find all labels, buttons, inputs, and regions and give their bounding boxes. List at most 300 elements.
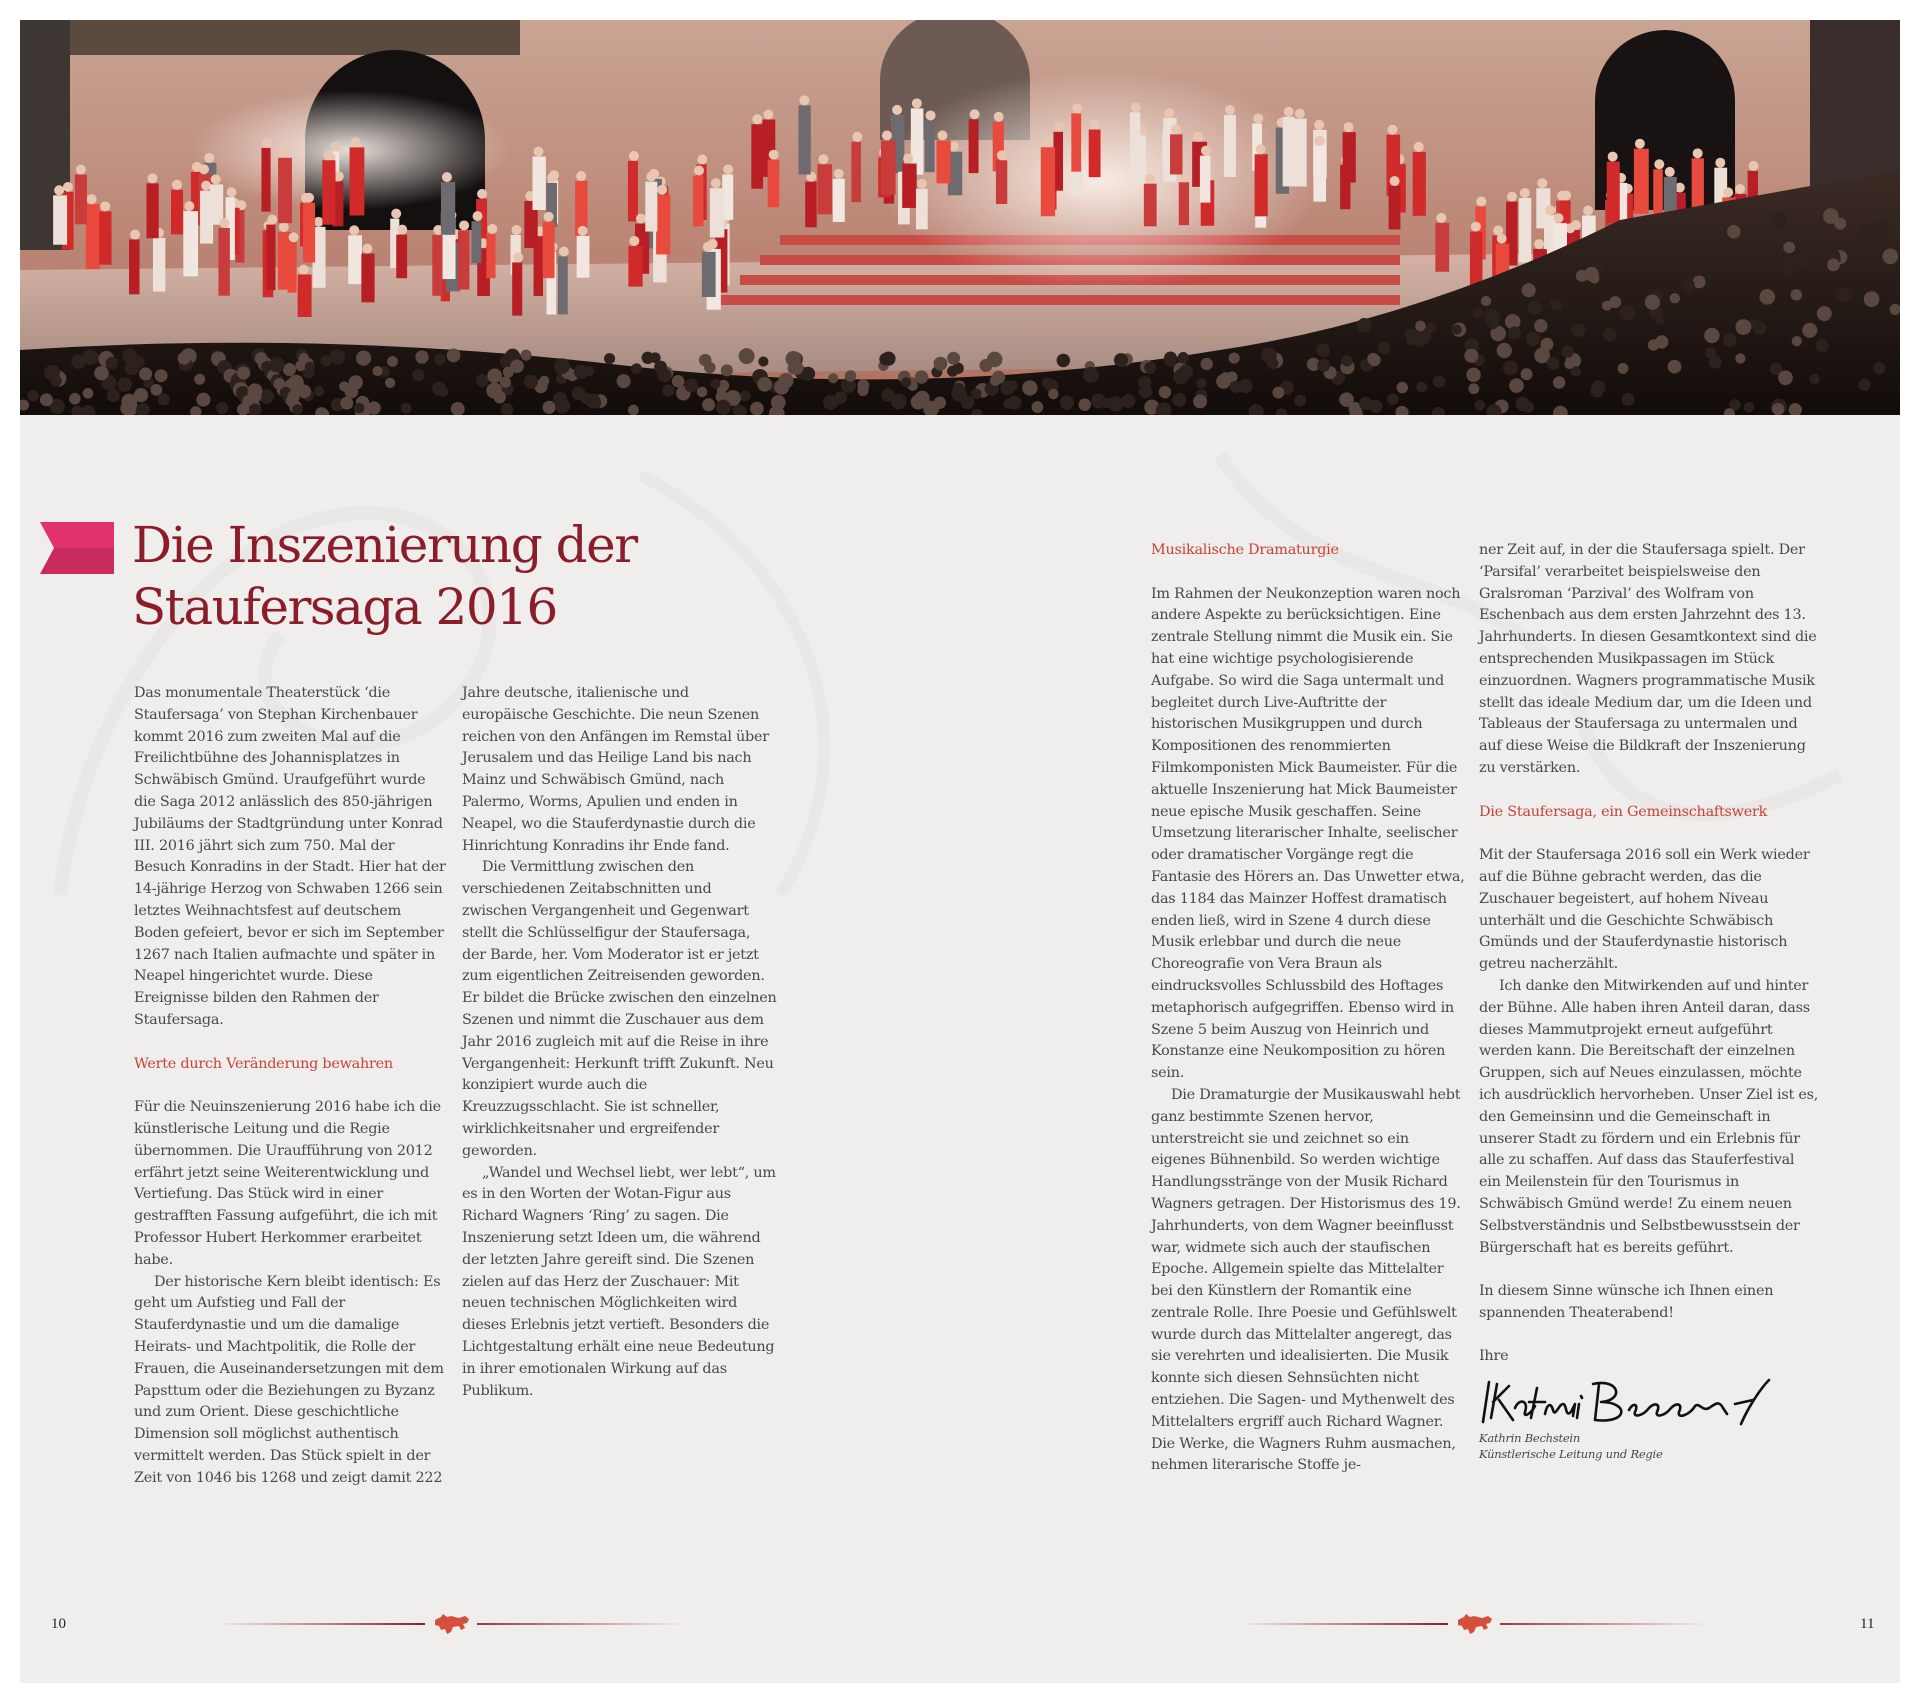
audience-head [1523,401,1535,413]
audience-head [247,389,261,403]
performer-head [487,224,497,234]
performer-head [799,95,809,105]
performer-head [1090,120,1100,130]
audience-head [349,375,363,389]
audience-head [476,374,489,387]
paragraph: ner Zeit auf, in der die Staufersaga spielt. Der ‘Parsifal’ verarbeitet beispielsweise den Gralsroman ‘Parzival’ des Wolfram von Eschenbach aus dem ersten Jahrzehnt des 13. Jahrhunderts. In diesen Gesamtkontext sind die entsprechenden Musikpassagen im Stück einzuordnen. Wagners programmatische Musik stellt das ideale Medium dar, um die Ideen und Tableaus der Staufersaga zu untermalen und auf diese Weise die Bildkraft der Inszenierung zu verstärken. [1479,542,1817,776]
performer-figure [628,246,642,287]
performer-head [1537,178,1547,188]
performer-head [1256,144,1266,154]
performer-head [703,242,713,252]
paragraph: „Wandel und Wechsel liebt, wer lebt“, um es in den Worten der Wotan-Figur aus Richard Wagners ‘Ring’ zu sagen. Die Inszenierung setzt Ideen um, die während der letzten Jahre gereift sind. Die Szenen zielen auf das Herz der Zuschauer: Mit neuen technischen Möglichkeiten wird dieses Erlebnis jetzt vertieft. Besonders die Lichtgestaltung erhält eine neue Bedeutung in ihrer emotionalen Wirkung auf das Publikum. [462,1164,776,1399]
audience-head [617,374,631,388]
audience-head [1433,376,1445,388]
audience-head [1481,296,1491,306]
signer-role: Künstlerische Leitung und Regie [1479,1447,1663,1462]
audience-head [1551,300,1562,311]
performer-figure [86,204,100,269]
performer-figure [153,238,165,292]
performer-head [442,172,452,182]
performer-head [351,137,361,147]
audience-head [543,401,556,414]
performer-head [1171,124,1181,134]
audience-head [155,369,168,382]
paragraph: Für die Neuinszenierung 2016 habe ich die künstlerische Leitung und die Regie übernommen. Die Uraufführung von 2012 erfährt jetzt seine Weiterentwicklung und Vertiefung. Das Stück wird in einer gestrafften Fassung aufgeführt, die ich mit Professor Hubert Herkommer erarbeitet habe. [134,1099,441,1268]
performer-figure [1283,117,1295,187]
audience-head [1464,349,1478,363]
performer-figure [833,179,845,222]
performer-figure [441,182,455,235]
audience-head [1294,395,1306,407]
performer-figure [1519,198,1531,263]
audience-head [774,380,789,395]
audience-head [122,348,137,363]
audience-head [1359,397,1372,410]
audience-head [1704,328,1719,343]
audience-head [845,370,856,381]
performer-head [752,114,762,124]
performer-figure [768,160,780,208]
audience-head [1547,357,1560,370]
performer-figure [558,257,568,315]
performer-head [1201,146,1211,156]
audience-head [657,368,671,382]
performer-head [279,148,289,158]
performer-figure [925,120,935,172]
audience-head [216,402,228,414]
performer-head [1545,205,1555,215]
audience-head [739,348,755,364]
performer-figure [936,140,950,183]
audience-head [106,357,119,370]
performer-figure [702,252,716,297]
audience-head [1572,323,1586,337]
performer-head [1295,109,1305,119]
text-column-1 [134,683,449,1489]
audience-head [356,350,371,365]
audience-head [704,362,715,373]
performer-figure [75,175,87,225]
performer-head [219,218,229,228]
audience-head [1172,393,1186,407]
subheading-werte: Werte durch Veränderung bewahren [134,1055,393,1072]
performer-figure [129,240,139,295]
performer-figure [53,195,67,244]
title-flag-icon [40,522,114,574]
audience-head [697,387,708,398]
performer-figure [881,141,896,195]
audience-head [1837,287,1852,302]
audience-head [1553,376,1565,388]
audience-head [631,363,642,374]
heraldic-lion-icon [1458,1614,1492,1634]
audience-head [1834,218,1846,230]
performer-head [148,173,158,183]
closing-wish: In diesem Sinne wünsche ich Ihnen einen spannenden Theaterabend! [1479,1283,1774,1321]
performer-head [1471,222,1481,232]
performer-head [184,201,194,211]
text-column-4 [1479,540,1819,1462]
performer-figure [210,184,223,224]
audience-head [1272,387,1284,399]
performer-figure [458,230,469,289]
performer-head [629,151,639,161]
audience-head [881,388,894,401]
performer-figure [1389,186,1401,229]
audience-head [415,350,428,363]
audience-head [1488,319,1498,329]
audience-head [494,391,506,403]
performer-head [1561,190,1571,200]
audience-head [1339,392,1354,407]
performer-head [473,211,483,221]
performer-head [1507,192,1517,202]
audience-head [539,376,549,386]
audience-head [642,352,654,364]
audience-head [139,367,152,380]
audience-head [1357,318,1372,333]
performer-head [323,150,333,160]
audience-head [27,390,39,402]
performer-figure [1413,152,1426,216]
performer-head [1554,213,1564,223]
performer-head [1145,174,1155,184]
audience-head [672,375,685,388]
audience-head [1783,242,1795,254]
audience-head [1526,332,1540,346]
audience-head [710,379,720,389]
audience-head [987,352,1003,368]
audience-head [305,362,315,372]
audience-head [1670,293,1680,303]
audience-head [1200,358,1212,370]
performer-figure [628,161,638,222]
performer-figure [1343,132,1356,182]
audience-head [750,402,764,415]
audience-head [1792,336,1802,346]
audience-head [1406,334,1416,344]
performer-figure [902,164,916,208]
performer-figure [171,190,183,235]
audience-head [432,382,446,396]
audience-head [1121,394,1135,408]
performer-figure [1200,156,1210,203]
performer-figure [543,222,555,278]
performer-head [1476,196,1486,206]
footer-ornament-left [215,1610,685,1640]
performer-figure [916,189,928,229]
audience-head [1778,370,1793,385]
audience-head [1415,321,1426,332]
performer-figure [1089,130,1101,178]
audience-head [1735,353,1745,363]
audience-head [901,377,911,387]
performer-head [1635,139,1645,149]
audience-head [971,389,982,400]
audience-head [1609,296,1621,308]
paragraph: Jahre deutsche, italienische und europäische Geschichte. Die neun Szenen reichen von den Anfängen im Remstal über Jerusalem und das Heilige Land bis nach Mainz und Schwäbisch Gmünd, nach Palermo, Worms, Apulien und enden in Neapel, wo die Stauferdynastie durch die Hinrichtung Konradins ihr Ende fand. [462,685,769,854]
performer-figure [1255,154,1268,216]
performer-figure [1179,182,1189,225]
audience-head [1584,267,1599,282]
performer-head [903,154,913,164]
audience-head [283,363,296,376]
performer-head [87,194,97,204]
audience-head [1164,354,1177,367]
audience-head [434,353,445,364]
page-number-right: 11 [1860,1616,1875,1632]
audience-head [1042,377,1053,388]
performer-figure [1313,146,1326,202]
audience-head [628,405,639,415]
performer-head [1131,102,1141,112]
performer-head [349,225,359,235]
performer-figure [577,236,590,278]
performer-head [1497,234,1507,244]
title-line-1: Die Inszenierung der [132,516,637,574]
performer-figure [532,156,545,210]
audience-head [1873,362,1885,374]
audience-head [554,358,570,374]
performer-head [997,150,1007,160]
audience-head [194,374,205,385]
stage-performance-photo [20,20,1900,415]
audience-head [1466,368,1480,382]
performer-head [1749,161,1759,171]
page-number-left: 10 [51,1616,66,1632]
audience-head [1783,268,1794,279]
audience-head [292,404,303,415]
performer-figure [805,182,817,228]
audience-head [1744,402,1755,413]
performer-head [912,98,922,108]
performer-figure [218,228,229,296]
performer-head [63,182,73,192]
signature [1479,1374,1789,1430]
audience-head [521,350,532,361]
performer-head [1344,122,1354,132]
heraldic-lion-icon [435,1614,469,1634]
performer-figure [288,242,297,292]
performer-head [1693,148,1703,158]
audience-head [947,352,960,365]
performer-head [629,236,639,246]
performer-head [1164,108,1174,118]
performer-head [711,178,721,188]
audience-head [1864,291,1880,307]
performer-head [513,252,523,262]
audience-head [721,364,733,376]
audience-head [1561,345,1574,358]
audience-head [1509,378,1524,393]
audience-head [1705,348,1716,359]
audience-head [553,392,567,406]
performer-head [477,189,487,199]
performer-figure [798,105,810,174]
audience-head [237,366,250,379]
audience-head [1618,363,1629,374]
audience-head [881,352,895,366]
audience-head [1668,360,1682,374]
audience-head [40,393,53,406]
subheading-gemeinschaftswerk: Die Staufersaga, ein Gemeinschaftswerk [1479,803,1768,820]
performer-figure [656,195,670,255]
audience-head [1817,306,1832,321]
audience-head [1178,352,1189,363]
audience-head [1735,319,1751,335]
paragraph: Mit der Staufersaga 2016 soll ein Werk wieder auf die Bühne gebracht werden, das die Zuschauer begeistert, auf hohem Niveau unterhält und die Geschichte Schwäbisch Gmünds und der Stauferdynastie historisch getreu nacherzählt. [1479,847,1810,973]
performer-head [882,131,892,141]
closing-salutation: Ihre [1479,1348,1509,1365]
audience-head [1503,360,1518,375]
audience-head [911,394,926,409]
performer-figure [710,188,725,237]
audience-head [178,352,191,365]
performer-head [818,154,828,164]
performer-head [1253,113,1263,123]
performer-figure [183,211,198,276]
audience-head [524,375,538,389]
audience-head [1727,225,1740,238]
performer-head [694,166,704,176]
performer-head [211,174,221,184]
performer-head [1414,142,1424,152]
paragraph: Im Rahmen der Neukonzeption waren noch andere Aspekte zu berücksichtigen. Eine zentrale Stellung nimmt die Musik ein. Sie hat eine wichtige psychologisierende Aufgabe. So wird die Saga untermalt und begleitet durch Live-Auftritte der historischen Musikgruppen und durch Kompositionen des renommierten Filmkomponisten Mick Baumeister. Für die aktuelle Inszenierung hat Mick Baumeister neue epische Musik geschaffen. Seine Umsetzung literarischer Inhalte, seelischer oder dramatischer Vorgänge regt die Fantasie des Hörers an. Das Unwetter etwa, das 1184 das Mainzer Hoffest dramatisch enden ließ, wird in Szene 4 durch diese Musik erlebbar und durch die neue Choreografie von Vera Braun als eindrucksvolles Schlussbild des Hoftages metaphorisch aufgegriffen. Ebenso wird in Szene 5 beim Auszug von Heinrich und Konstanze eine Neukomposition zu hören sein. [1151,585,1465,1082]
audience-head [1101,398,1111,408]
audience-head [1468,383,1479,394]
performer-figure [298,274,312,316]
performer-head [204,153,214,163]
performer-figure [1144,184,1157,227]
performer-head [1715,158,1725,168]
audience-head [590,398,601,409]
audience-head [1802,323,1817,338]
performer-head [544,212,554,222]
audience-head [385,378,395,388]
performer-head [299,264,309,274]
performer-head [547,173,557,183]
audience-head [934,357,948,371]
performer-figure [472,221,482,263]
audience-head [740,390,751,401]
audience-head [1540,338,1553,351]
performer-head [892,105,902,115]
performer-figure [1041,147,1055,216]
performer-head [227,187,237,197]
audience-head [1267,358,1278,369]
performer-figure [322,160,335,224]
audience-head [387,356,398,367]
performer-head [926,110,936,120]
audience-head [1620,305,1636,321]
performer-figure [817,164,832,214]
audience-head [1396,382,1408,394]
performer-head [1665,167,1675,177]
performer-head [1390,176,1400,186]
performer-head [769,150,779,160]
audience-head [1655,335,1668,348]
performer-head [1520,188,1530,198]
performer-head [937,130,947,140]
audience-head [758,356,768,366]
audience-head [1723,333,1737,347]
subheading-musikalische-dramaturgie: Musikalische Dramaturgie [1151,542,1339,558]
paragraph: Ich danke den Mitwirkenden auf und hinter der Bühne. Alle haben ihren Anteil daran, dass dieses Mammutprojekt erneut aufgeführt werden kann. Die Bereitschaft der einzelnen Gruppen, sich auf Neues einzulassen, möchte ich ausdrücklich hervorheben. Unser Ziel ist es, den Gemeinsinn und die Gemeinschaft in unserer Stadt zu fördern und ein Erlebnis für alle zu schaffen. Auf dass das Stauferfestival ein Meilenstein für den Tourismus in Schwäbisch Gmünd werde! Zu einem neuen Selbstverständnis und Selbstbewusstsein der Bürgerschaft hat es bereits geführt. [1479,977,1819,1256]
performer-head [1284,107,1294,117]
audience-head [447,349,461,363]
performer-head [511,225,521,235]
performer-figure [261,148,270,212]
performer-figure [266,225,275,291]
performer-head [1387,125,1397,135]
signer-name: Kathrin Bechstein [1479,1431,1580,1446]
performer-head [994,112,1004,122]
performer-head [130,230,140,240]
performer-head [201,181,211,191]
audience-head [94,366,109,381]
performer-head [1723,187,1733,197]
performer-head [76,165,86,175]
performer-head [834,169,844,179]
audience-head [487,369,502,384]
audience-head [834,391,847,404]
performer-head [723,164,733,174]
audience-head [1797,255,1811,269]
performer-head [917,179,927,189]
audience-head [702,398,715,411]
performer-head [1735,184,1745,194]
paragraph: Die Dramaturgie der Musikauswahl hebt ganz bestimmte Szenen hervor, unterstreicht sie und zeichnet so ein eigenes Bühnenbild. So werden wichtige Handlungsstränge von der Musik Richard Wagners getragen. Der Historismus des 19. Jahrhunderts, von dem Wagner beeinflusst war, widmete sich auch der staufischen Epoche. Allgemein spielte das Mittelalter bei den Künstlern der Romantik eine zentrale Rolle. Ihre Poesie und Gefühlswelt wurde durch das Mittelalter angeregt, das sie verehrten und idealisierten. Die Musik konnte sich diesen Sehnsüchten nicht entziehen. Die Sagen- und Mythenwelt des Mittelalters ergriff auch Richard Wagner. Die Werke, die Wagners Ruhm ausmachen, nehmen literarische Stoffe je- [1151,1086,1461,1474]
performer-figure [1607,162,1620,223]
performer-figure [1653,169,1662,220]
performer-figure [147,183,159,238]
performer-head [289,232,299,242]
audience-head [50,375,61,386]
audience-head [1193,394,1207,408]
audience-head [1475,400,1486,411]
audience-head [1230,381,1242,393]
performer-head [646,172,656,182]
audience-head [857,385,868,396]
audience-head [71,355,85,369]
performer-figure [996,160,1007,204]
performer-figure [303,203,315,263]
audience-head [1528,301,1542,315]
audience-head [990,375,1001,386]
audience-head [1114,353,1128,367]
paragraph: Der historische Kern bleibt identisch: Es geht um Aufstieg und Fall der Stauferdynastie und um die damalige Heirats- und Machtpolitik, die Rolle der Frauen, die Auseinandersetzungen mit dem Papsttum oder die Beziehungen zu Byzanz und zum Orient. Diese geschichtliche Dimension soll möglichst authentisch vermittelt werden. Das Stück spielt in der Zeit von 1046 bis 1268 und zeigt damit 222 [134,1273,444,1486]
performer-figure [693,176,704,227]
audience-head [1791,289,1802,300]
performer-head [391,209,401,219]
audience-head [373,366,383,376]
audience-head [1564,359,1574,369]
audience-head [1622,393,1635,406]
audience-head [684,378,698,392]
performer-figure [396,235,407,279]
page-title [132,514,772,638]
performer-head [199,164,209,174]
performer-head [576,171,586,181]
audience-head [1387,394,1398,405]
audience-head [1220,372,1230,382]
audience-head [1809,374,1819,384]
audience-head [1022,380,1037,395]
audience-head [1858,379,1870,391]
photo-illustration [20,20,1900,415]
audience-head [83,388,94,399]
paragraph: Die Vermittlung zwischen den verschiedenen Zeitabschnitten und zwischen Vergangenheit und Gegenwart stellt die Schlüsselfigur der Staufersaga, der Barde, her. Vom Moderator ist er jetzt zum eigentlichen Zeitreisenden geworden. Er bildet die Brücke zwischen den einzelnen Szenen und nimmt die Zuschauer aus dem Jahr 2016 zugleich mit auf die Reise in ihre Vergangenheit: Herkunft trifft Zukunft. Neu konzipiert wurde auch die Kreuzzugsschlacht. Sie ist schneller, wirklichkeitsnaher und ergreifender geworden. [462,859,777,1159]
